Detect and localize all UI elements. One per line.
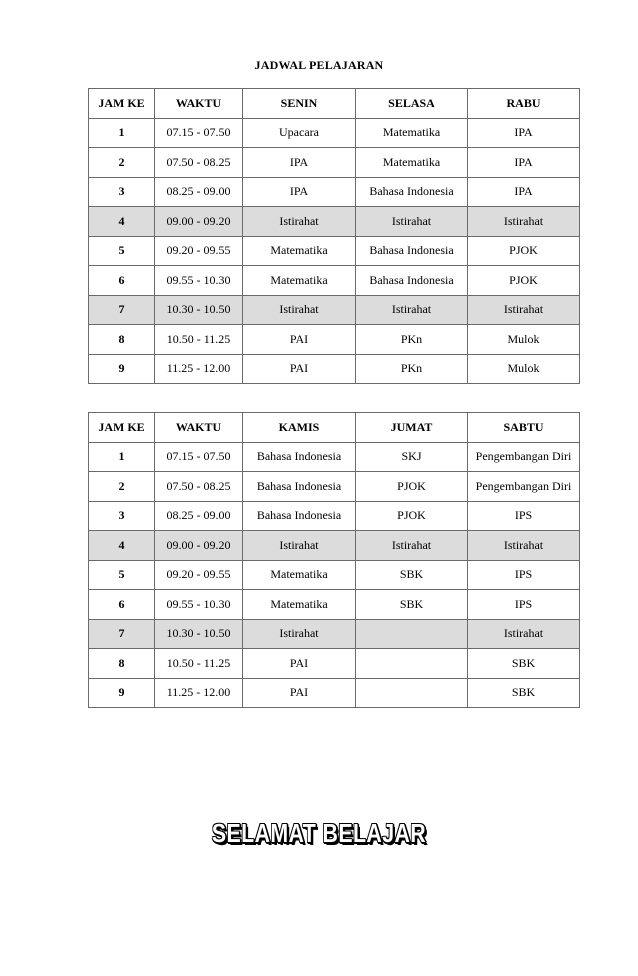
subject-cell: Mulok (468, 325, 580, 355)
time-cell: 07.15 - 07.50 (155, 442, 243, 472)
period-number: 1 (89, 118, 155, 148)
subject-cell: Istirahat (468, 531, 580, 561)
table-row (89, 619, 580, 649)
period-number: 8 (89, 649, 155, 679)
table-row (89, 148, 580, 178)
period-number: 4 (89, 207, 155, 237)
schedule-table-thu-sat (88, 412, 580, 708)
period-number: 2 (89, 472, 155, 502)
table-row (89, 354, 580, 384)
subject-cell: SKJ (356, 442, 468, 472)
subject-cell: PKn (356, 354, 468, 384)
header-cell: SENIN (243, 89, 356, 119)
subject-cell: SBK (468, 649, 580, 679)
time-cell: 07.50 - 08.25 (155, 472, 243, 502)
subject-cell: Matematika (243, 590, 356, 620)
header-cell: JUMAT (356, 413, 468, 443)
header-row (89, 413, 580, 443)
table-row (89, 649, 580, 679)
subject-cell: Matematika (243, 236, 356, 266)
subject-cell: IPS (468, 560, 580, 590)
footer-greeting: SELAMAT BELAJAR (211, 818, 427, 848)
time-cell: 09.20 - 09.55 (155, 236, 243, 266)
subject-cell (356, 619, 468, 649)
subject-cell: IPA (468, 148, 580, 178)
subject-cell: Istirahat (468, 619, 580, 649)
subject-cell (356, 678, 468, 708)
subject-cell: Bahasa Indonesia (356, 266, 468, 296)
subject-cell: PKn (356, 325, 468, 355)
table-row (89, 472, 580, 502)
time-cell: 07.50 - 08.25 (155, 148, 243, 178)
table-row (89, 590, 580, 620)
table-row (89, 177, 580, 207)
subject-cell: Bahasa Indonesia (356, 236, 468, 266)
subject-cell: Upacara (243, 118, 356, 148)
period-number: 3 (89, 177, 155, 207)
subject-cell: IPA (468, 177, 580, 207)
table-row (89, 207, 580, 237)
time-cell: 09.20 - 09.55 (155, 560, 243, 590)
subject-cell: IPS (468, 501, 580, 531)
period-number: 9 (89, 678, 155, 708)
subject-cell: SBK (356, 590, 468, 620)
period-number: 5 (89, 560, 155, 590)
subject-cell: PAI (243, 678, 356, 708)
table-row (89, 501, 580, 531)
subject-cell: IPS (468, 590, 580, 620)
table-row (89, 531, 580, 561)
time-cell: 10.50 - 11.25 (155, 325, 243, 355)
period-number: 7 (89, 295, 155, 325)
period-number: 3 (89, 501, 155, 531)
subject-cell: Pengembangan Diri (468, 442, 580, 472)
subject-cell: Bahasa Indonesia (243, 472, 356, 502)
subject-cell: IPA (243, 148, 356, 178)
table-row (89, 678, 580, 708)
header-cell: RABU (468, 89, 580, 119)
subject-cell: Bahasa Indonesia (243, 501, 356, 531)
table-row (89, 325, 580, 355)
subject-cell: Istirahat (243, 295, 356, 325)
subject-cell: Matematika (356, 118, 468, 148)
period-number: 2 (89, 148, 155, 178)
subject-cell: PJOK (468, 236, 580, 266)
header-cell: WAKTU (155, 89, 243, 119)
subject-cell: Istirahat (243, 531, 356, 561)
time-cell: 07.15 - 07.50 (155, 118, 243, 148)
header-cell: SELASA (356, 89, 468, 119)
period-number: 8 (89, 325, 155, 355)
time-cell: 10.50 - 11.25 (155, 649, 243, 679)
time-cell: 11.25 - 12.00 (155, 354, 243, 384)
subject-cell: Matematika (243, 560, 356, 590)
subject-cell: Mulok (468, 354, 580, 384)
time-cell: 08.25 - 09.00 (155, 501, 243, 531)
time-cell: 09.55 - 10.30 (155, 590, 243, 620)
table-row (89, 266, 580, 296)
subject-cell: Istirahat (468, 295, 580, 325)
subject-cell: PAI (243, 354, 356, 384)
header-row (89, 89, 580, 119)
header-cell: SABTU (468, 413, 580, 443)
subject-cell: PJOK (356, 472, 468, 502)
subject-cell: Istirahat (243, 207, 356, 237)
time-cell: 09.00 - 09.20 (155, 207, 243, 237)
header-cell: WAKTU (155, 413, 243, 443)
time-cell: 11.25 - 12.00 (155, 678, 243, 708)
subject-cell: Istirahat (356, 207, 468, 237)
table-row (89, 295, 580, 325)
header-cell: JAM KE (89, 89, 155, 119)
table-row (89, 236, 580, 266)
subject-cell: Pengembangan Diri (468, 472, 580, 502)
subject-cell: Matematika (356, 148, 468, 178)
period-number: 5 (89, 236, 155, 266)
time-cell: 10.30 - 10.50 (155, 619, 243, 649)
period-number: 4 (89, 531, 155, 561)
subject-cell: Bahasa Indonesia (356, 177, 468, 207)
subject-cell: PAI (243, 649, 356, 679)
subject-cell: SBK (468, 678, 580, 708)
subject-cell: IPA (468, 118, 580, 148)
subject-cell: PAI (243, 325, 356, 355)
header-cell: JAM KE (89, 413, 155, 443)
subject-cell: Istirahat (356, 295, 468, 325)
subject-cell: Matematika (243, 266, 356, 296)
subject-cell: IPA (243, 177, 356, 207)
subject-cell: Istirahat (356, 531, 468, 561)
table-row (89, 442, 580, 472)
subject-cell (356, 649, 468, 679)
page-title: JADWAL PELAJARAN (254, 58, 384, 72)
period-number: 6 (89, 266, 155, 296)
time-cell: 10.30 - 10.50 (155, 295, 243, 325)
period-number: 9 (89, 354, 155, 384)
subject-cell: SBK (356, 560, 468, 590)
time-cell: 09.55 - 10.30 (155, 266, 243, 296)
subject-cell: Istirahat (243, 619, 356, 649)
subject-cell: Bahasa Indonesia (243, 442, 356, 472)
table-row (89, 560, 580, 590)
time-cell: 09.00 - 09.20 (155, 531, 243, 561)
table-row (89, 118, 580, 148)
period-number: 1 (89, 442, 155, 472)
period-number: 6 (89, 590, 155, 620)
period-number: 7 (89, 619, 155, 649)
subject-cell: Istirahat (468, 207, 580, 237)
schedule-table-mon-wed (88, 88, 580, 384)
time-cell: 08.25 - 09.00 (155, 177, 243, 207)
header-cell: KAMIS (243, 413, 356, 443)
subject-cell: PJOK (468, 266, 580, 296)
subject-cell: PJOK (356, 501, 468, 531)
